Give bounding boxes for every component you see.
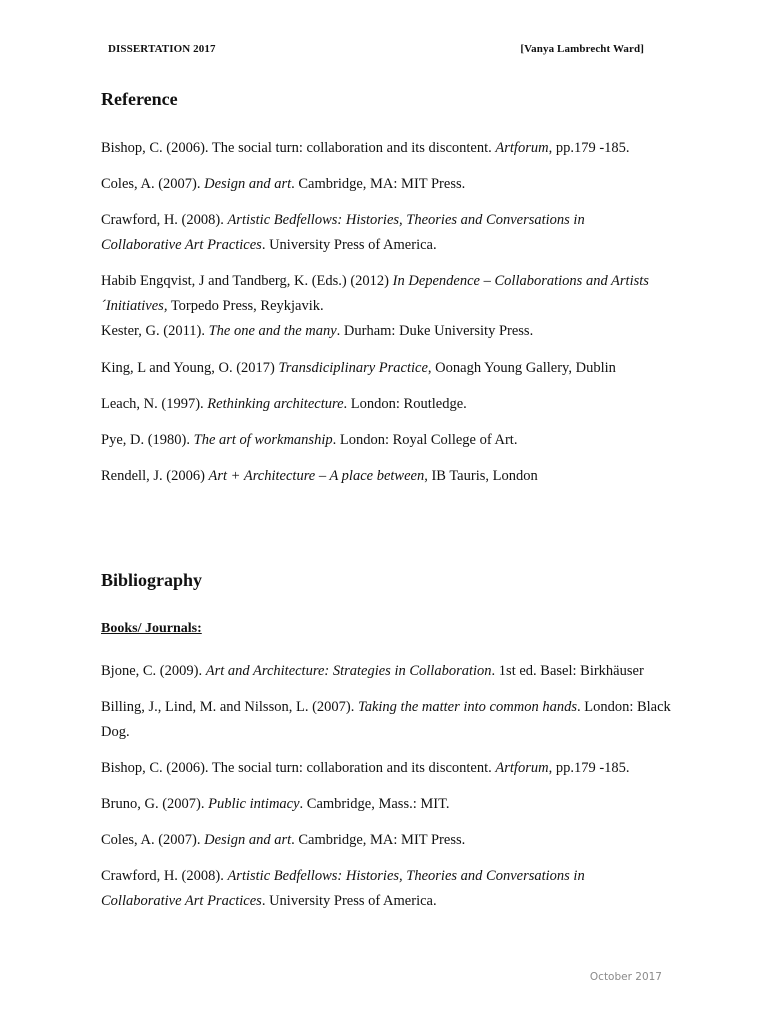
bibliography-entry: Coles, A. (2007). Design and art. Cambridge, MA: MIT Press. (101, 832, 466, 848)
reference-entry: Pye, D. (1980). The art of workmanship. London: Royal College of Art. (101, 432, 518, 448)
header-title: DISSERTATION 2017 (108, 43, 216, 55)
bibliography-entry: Crawford, H. (2008). Artistic Bedfellows: Histories, Theories and Conversations in Collaborative Art Practices. University Press of America. (101, 868, 585, 909)
header-author: [Vanya Lambrecht Ward] (520, 43, 644, 55)
reference-entry: Habib Engqvist, J and Tandberg, K. (Eds.) (2012) In Dependence – Collaborations and Artists´Initiatives, Torpedo Press, Reykjavik. (101, 273, 649, 314)
bibliography-entry: Bishop, C. (2006). The social turn: collaboration and its discontent. Artforum, pp.179 -185. (101, 760, 630, 776)
reference-entry: Rendell, J. (2006) Art + Architecture – A place between, IB Tauris, London (101, 468, 538, 484)
reference-entry: Leach, N. (1997). Rethinking architecture. London: Routledge. (101, 396, 467, 412)
reference-entry: Kester, G. (2011). The one and the many. Durham: Duke University Press. (101, 323, 534, 339)
reference-entry: Bishop, C. (2006). The social turn: collaboration and its discontent. Artforum, pp.179 -185. (101, 140, 630, 156)
reference-entry: Crawford, H. (2008). Artistic Bedfellows: Histories, Theories and Conversations in Collaborative Art Practices. University Press of America. (101, 212, 585, 253)
reference-entry: Coles, A. (2007). Design and art. Cambridge, MA: MIT Press. (101, 176, 466, 192)
books-journals-subheading: Books/ Journals: (101, 621, 202, 636)
bibliography-entry: Bruno, G. (2007). Public intimacy. Cambridge, Mass.: MIT. (101, 796, 450, 812)
footer-date: October 2017 (589, 971, 662, 983)
reference-heading: Reference (101, 89, 178, 109)
bibliography-entry: Bjone, C. (2009). Art and Architecture: Strategies in Collaboration. 1st ed. Basel: Birkhäuser (101, 663, 644, 679)
reference-entry: King, L and Young, O. (2017) Transdiciplinary Practice, Oonagh Young Gallery, Dublin (101, 360, 616, 376)
bibliography-heading: Bibliography (101, 570, 203, 590)
bibliography-entry: Billing, J., Lind, M. and Nilsson, L. (2007). Taking the matter into common hands. London: Black Dog. (101, 699, 671, 740)
